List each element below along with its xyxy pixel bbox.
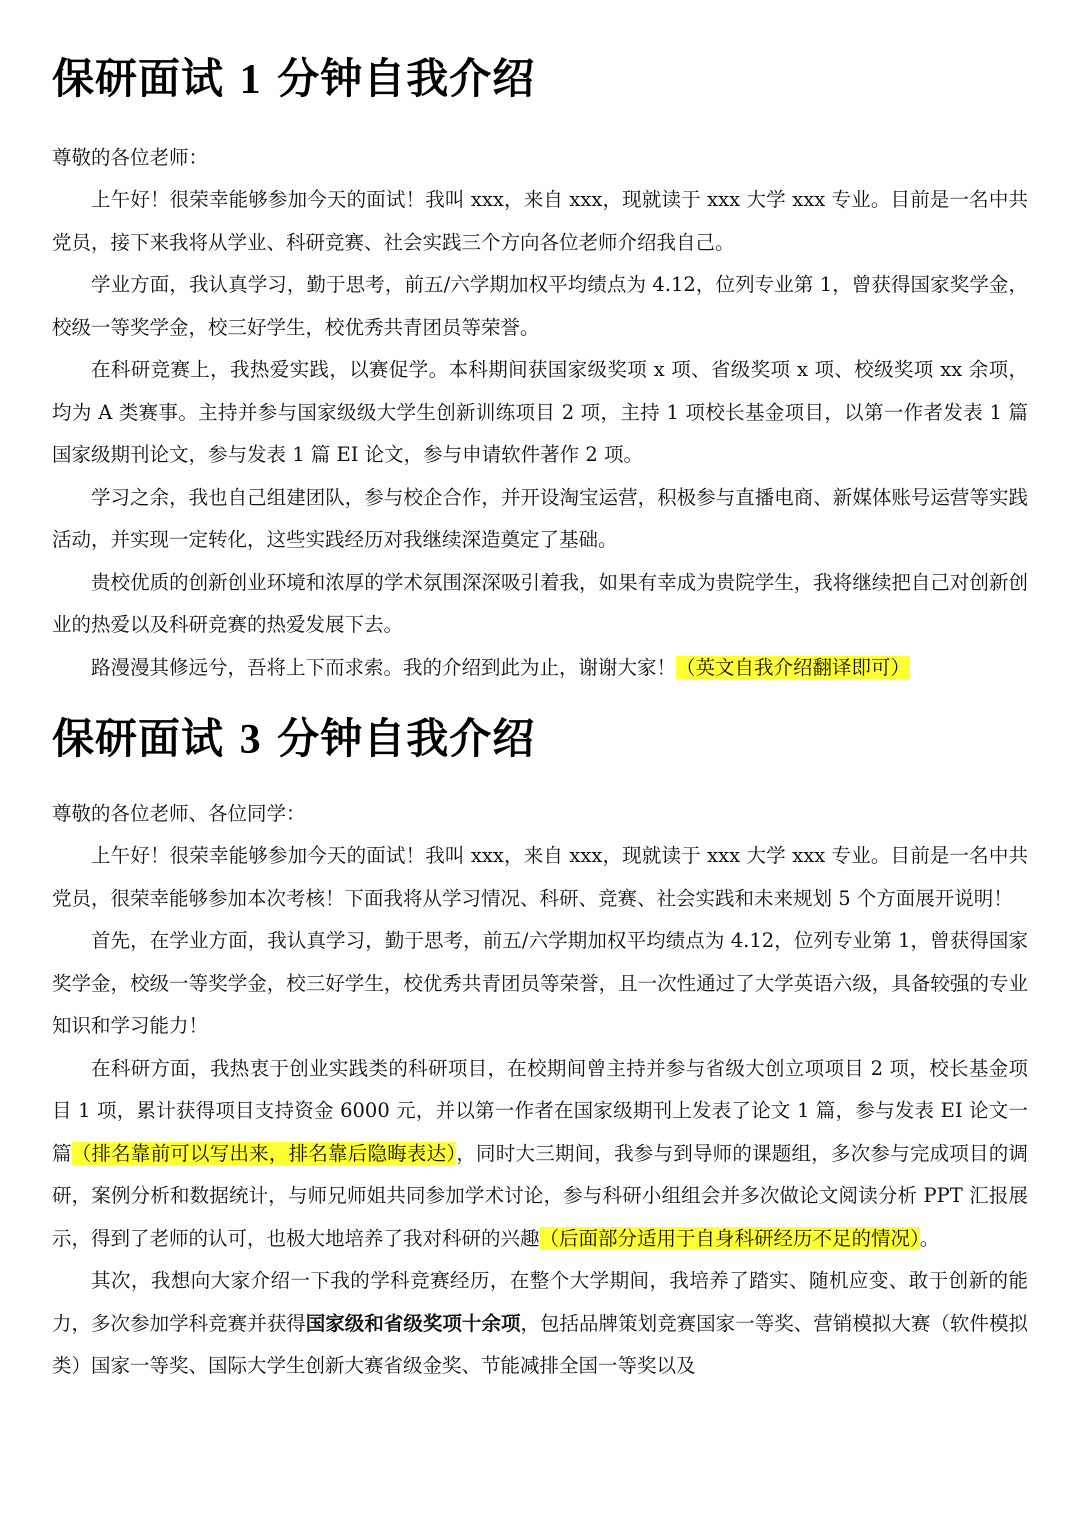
closing-text: 路漫漫其修远兮，吾将上下而求索。我的介绍到此为止，谢谢大家！ <box>91 655 677 679</box>
section-2-paragraph-4 <box>52 1260 1028 1388</box>
competition-text: 其次，我想向大家介绍一下我的学科竞赛经历，在整个大学期间，我培养了踏实、随机应变、敢于创新的能力，多次参加学科竞赛并获得 <box>52 1269 1028 1335</box>
section-1-paragraph-5: 贵校优质的创新创业环境和浓厚的学术氛围深深吸引着我，如果有幸成为贵院学生，我将继续把自己对创新创业的热爱以及科研竞赛的热爱发展下去。 <box>52 570 1028 636</box>
section-1-minute-intro <box>52 54 1028 689</box>
title-text: 分钟自我介绍 <box>261 714 536 763</box>
bold-emphasis: 国家级和省级奖项十余项 <box>305 1311 521 1335</box>
highlight-note: （后面部分适用于自身科研经历不足的情况） <box>539 1226 920 1250</box>
section-1-paragraph-1: 上午好！很荣幸能够参加今天的面试！我叫 xxx，来自 xxx，现就读于 xxx 大学 xxx 专业。目前是一名中共党员，接下来我将从学业、科研竞赛、社会实践三个方向各位老师介绍我自己。 <box>52 188 1028 254</box>
section-1-paragraph-4: 学习之余，我也自己组建团队，参与校企合作，并开设淘宝运营，积极参与直播电商、新媒体账号运营等实践活动，并实现一定转化，这些实践经历对我继续深造奠定了基础。 <box>52 485 1028 551</box>
section-2-paragraph-3 <box>52 1048 1028 1261</box>
title-number: 1 <box>239 57 262 103</box>
research-text: ，同时大三期间，我参与到导师的课题组，多次参与完成项目的调研，案例分析和数据统计，与师兄师姐共同参加学术讨论，参与科研小组组会并多次做论文阅读分析 PPT 汇报展示，得到了老师的认可，也极大地培养了我对科研的兴趣 <box>52 1141 1028 1250</box>
title-text: 分钟自我介绍 <box>261 54 536 103</box>
section-2-title <box>52 714 1028 765</box>
section-2-paragraph-1: 上午好！很荣幸能够参加今天的面试！我叫 xxx，来自 xxx，现就读于 xxx 大学 xxx 专业。目前是一名中共党员，很荣幸能够参加本次考核！下面我将从学习情况、科研、竞赛、社会实践和未来规划 5 个方面展开说明！ <box>52 844 1028 910</box>
section-1-paragraph-6 <box>52 647 1028 690</box>
title-text: 保研面试 <box>52 714 240 763</box>
title-number: 3 <box>239 717 262 763</box>
section-1-greeting: 尊敬的各位老师： <box>52 146 209 169</box>
section-1-paragraph-2: 学业方面，我认真学习，勤于思考，前五/六学期加权平均绩点为 4.12，位列专业第 1，曾获得国家奖学金，校级一等奖学金，校三好学生，校优秀共青团员等荣誉。 <box>52 273 1028 339</box>
competition-text: ，包括品牌策划竞赛国家一等奖、营销模拟大赛（软件模拟类）国家一等奖、国际大学生创新大赛省级金奖、节能减排全国一等奖以及 <box>52 1311 1028 1377</box>
section-2-greeting: 尊敬的各位老师、各位同学： <box>52 802 306 825</box>
section-1-paragraph-3: 在科研竞赛上，我热爱实践，以赛促学。本科期间获国家级奖项 x 项、省级奖项 x 项、校级奖项 xx 余项，均为 A 类赛事。主持并参与国家级级大学生创新训练项目 2 项，主持 1 项校长基金项目，以第一作者发表 1 篇国家级期刊论文，参与发表 1 篇 EI 论文，参与申请软件著作 2 项。 <box>52 358 1028 466</box>
research-text: 在科研方面，我热衷于创业实践类的科研项目，在校期间曾主持并参与省级大创立项项目 2 项，校长基金项目 1 项，累计获得项目支持资金 6000 元，并以第一作者在国家级期刊上发表了论文 1 篇，参与发表 EI 论文一篇 <box>52 1056 1028 1165</box>
research-text: 。 <box>919 1226 940 1250</box>
highlight-note: （排名靠前可以写出来，排名靠后隐晦表达） <box>71 1141 457 1165</box>
section-2-paragraph-2: 首先，在学业方面，我认真学习，勤于思考，前五/六学期加权平均绩点为 4.12，位列专业第 1，曾获得国家奖学金，校级一等奖学金，校三好学生，校优秀共青团员等荣誉，且一次性通过了大学英语六级，具备较强的专业知识和学习能力！ <box>52 929 1028 1037</box>
title-text: 保研面试 <box>52 54 240 103</box>
highlight-note: （英文自我介绍翻译即可） <box>676 655 911 679</box>
section-1-title <box>52 54 1028 105</box>
section-3-minute-intro <box>52 714 1028 1388</box>
